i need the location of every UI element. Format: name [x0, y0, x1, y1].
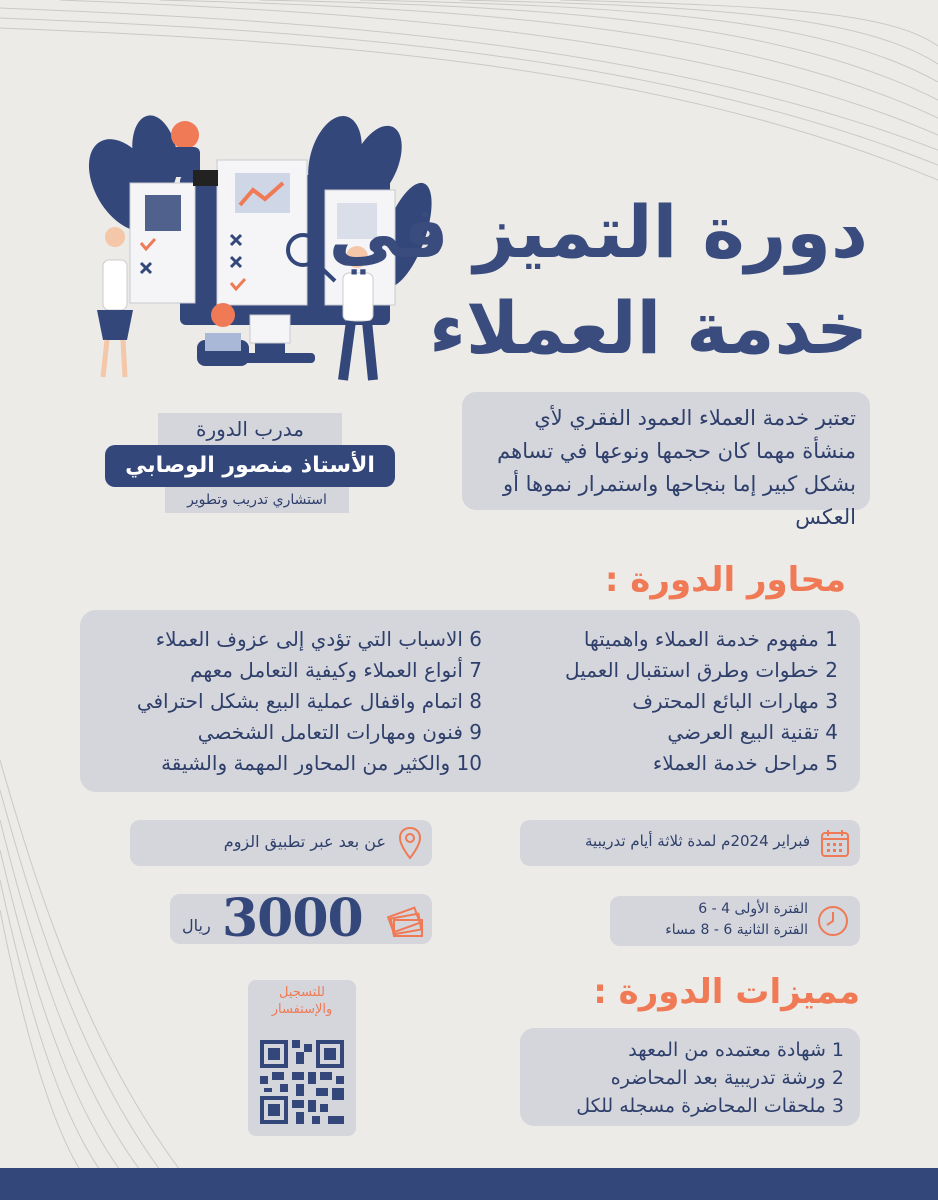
footer-bar [0, 1168, 938, 1200]
list-item: 8 اتمام واقفال عملية البيع بشكل احترافي [136, 689, 482, 713]
features-panel [520, 1028, 860, 1126]
registration-label: للتسجيل والإستفسار [271, 985, 333, 1017]
trainer-label: مدرب الدورة [158, 413, 342, 445]
list-item: 3 مهارات البائع المحترف [632, 689, 838, 713]
clock-icon [816, 904, 850, 938]
axes-heading: محاور الدورة : [604, 560, 846, 600]
trainer-subtitle: استشاري تدريب وتطوير [165, 487, 349, 513]
registration-panel [248, 980, 356, 1136]
period2-text: الفترة الثانية 6 - 8 مساء [665, 922, 808, 938]
calendar-icon [820, 828, 850, 858]
time-pill [610, 896, 860, 946]
list-item: 2 خطوات وطرق استقبال العميل [565, 658, 838, 682]
location-pill [130, 820, 432, 866]
features-heading: مميزات الدورة : [593, 972, 860, 1012]
list-item: 2 ورشة تدريبية بعد المحاضره [610, 1067, 844, 1089]
trainer-name: الأستاذ منصور الوصابي [105, 445, 395, 487]
price-value: 3000 [222, 888, 363, 949]
list-item: 9 فنون ومهارات التعامل الشخصي [197, 720, 482, 744]
list-item: 6 الاسباب التي تؤدي إلى عزوف العملاء [155, 627, 482, 651]
list-item: 10 والكثير من المحاور المهمة والشيقة [161, 751, 482, 775]
period1-text: الفترة الأولى 4 - 6 [698, 901, 808, 917]
course-title-line1: دورة التميز في [328, 190, 868, 274]
axes-list-right [508, 624, 838, 779]
list-item: 7 أنواع العملاء وكيفية التعامل معهم [190, 658, 482, 682]
features-list [524, 1036, 844, 1120]
axes-list-left [102, 624, 482, 779]
money-icon [386, 902, 424, 938]
price-currency: ريال [182, 916, 211, 935]
trainer-card [105, 413, 395, 513]
location-text: عن بعد عبر تطبيق الزوم [223, 832, 386, 851]
date-text: فبراير 2024م لمدة ثلاثة أيام تدريبية [585, 832, 810, 850]
date-pill [520, 820, 860, 866]
axes-panel [80, 610, 860, 792]
list-item: 5 مراحل خدمة العملاء [652, 751, 838, 775]
qr-code-icon[interactable] [260, 1040, 344, 1124]
list-item: 4 تقنية البيع العرضي [667, 720, 838, 744]
course-title-line2: خدمة العملاء [429, 286, 868, 370]
list-item: 1 شهادة معتمده من المعهد [628, 1039, 844, 1061]
location-pin-icon [398, 826, 422, 860]
list-item: 1 مفهوم خدمة العملاء واهميتها [583, 627, 838, 651]
intro-text: تعتبر خدمة العملاء العمود الفقري لأي منشأة مهما كان حجمها ونوعها في تساهم بشكل كبير إما بنجاحها واستمرار نموها أو العكس [462, 392, 870, 510]
list-item: 3 ملحقات المحاضرة مسجله للكل [576, 1095, 844, 1117]
